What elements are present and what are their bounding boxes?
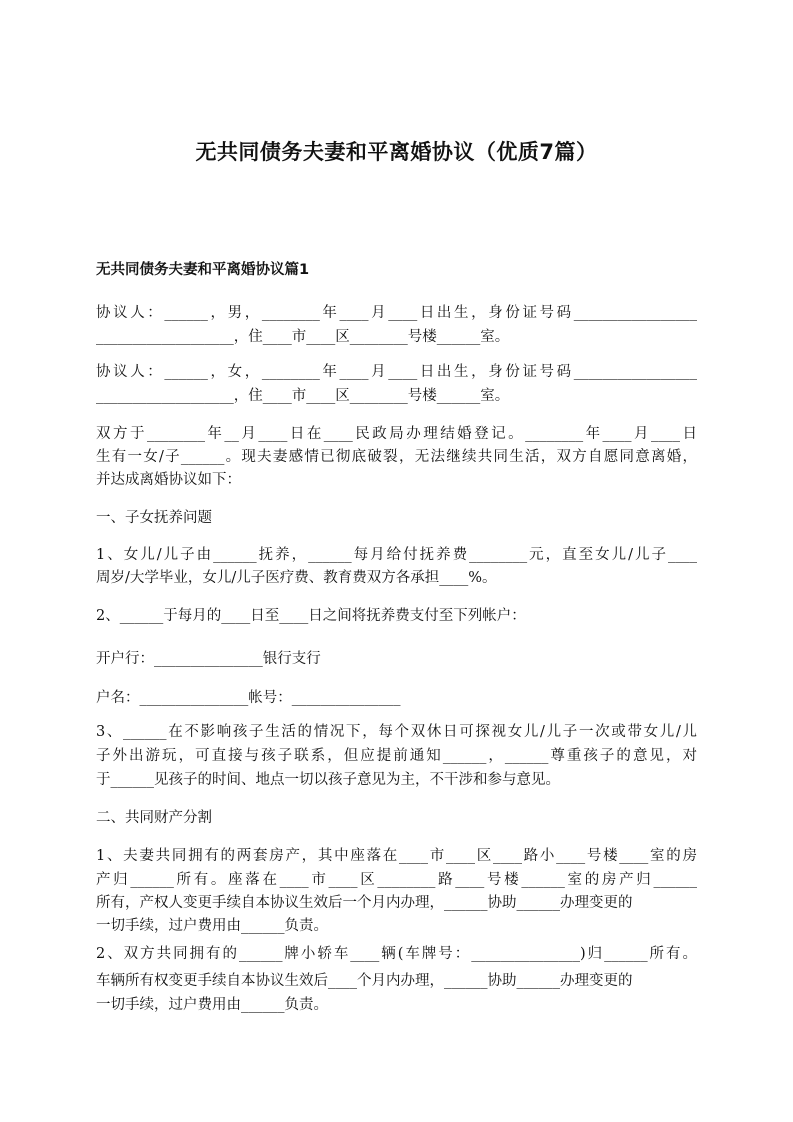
paragraph-line: 生有一女/子______。现夫妻感情已彻底破裂，无法继续共同生活，双方自愿同意离婚， [96,449,697,465]
paragraph-line: 车辆所有权变更手续自本协议生效后____个月内办理，______协助______办理变更的 [96,973,633,989]
paragraph-line: 户名：_______________帐号：_______________ [96,690,401,706]
section-heading: 一、子女抚养问题 [96,510,212,526]
paragraph-line: 3、______在不影响孩子生活的情况下，每个双休日可探视女儿/儿子一次或带女儿/儿 [96,724,697,740]
paragraph-line: 2、双方共同拥有的______牌小轿车____辆(车牌号：_______________)归______所有。 [96,946,697,962]
paragraph-line: 所有，产权人变更手续自本协议生效后一个月内办理，______协助______办理变更的 [96,895,633,911]
paragraph-line: 双方于________年__月____日在____民政局办理结婚登记。________年____月____日 [96,426,697,442]
paragraph-line: 一切手续，过户费用由______负责。 [96,997,328,1013]
section-heading: 二、共同财产分割 [96,810,212,826]
paragraph-line: 协议人：______，男，________年____月____日出生，身份证号码_________________ [96,305,697,321]
paragraph-line: 2、______于每月的____日至____日之间将抚养费支付至下列帐户： [96,608,526,624]
paragraph-line: 1、女儿/儿子由______抚养，______每月给付抚养费________元，直至女儿/儿子____ [96,547,697,563]
paragraph-line: 产归______所有。座落在____市____区________路____号楼______室的房产归______ [96,872,697,888]
paragraph-line: 并达成离婚协议如下： [96,472,241,488]
paragraph-line: ___________________，住____市____区________号楼______室。 [96,329,510,345]
paragraph-line: 于______见孩子的时间、地点一切以孩子意见为主，不干涉和参与意见。 [96,772,560,788]
paragraph-line: 开户行：_______________银行支行 [96,651,321,667]
document-title: 无共同债务夫妻和平离婚协议（优质7篇） [195,140,598,164]
section-title: 无共同债务夫妻和平离婚协议篇1 [96,262,310,278]
paragraph-line: 1、夫妻共同拥有的两套房产，其中座落在____市____区____路小____号楼____室的房 [96,848,697,864]
paragraph-line: 周岁/大学毕业，女儿/儿子医疗费、教育费双方各承担____%。 [96,570,497,586]
paragraph-line: 一切手续，过户费用由______负责。 [96,918,328,934]
paragraph-line: 协议人：______，女，________年____月____日出生，身份证号码_________________ [96,364,697,380]
paragraph-line: ___________________，住____市____区________号楼______室。 [96,388,510,404]
paragraph-line: 子外出游玩，可直接与孩子联系，但应提前通知______，______尊重孩子的意见，对 [96,748,697,764]
